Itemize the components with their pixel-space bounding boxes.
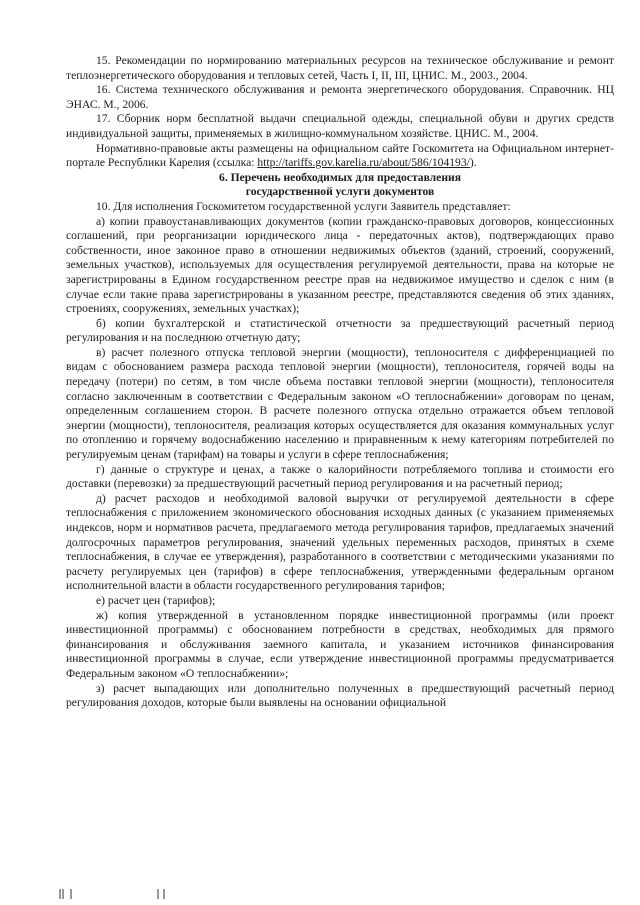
item-b: б) копии бухгалтерской и статистической отчетности за предшествующий расчетный период регулирования и на последнюю отчетную дату; — [66, 316, 614, 345]
item-v: в) расчет полезного отпуска тепловой энергии (мощности), теплоносителя с дифференциацией по видам с обоснованием размера расхода тепловой энергии (мощности), теплоносителя, горячей воды на передачу (потери) по сетям, в том числе объема поставки тепловой энергии (мощности), теплоносителя согласно заключенным в соответствии с Федеральным законом «О теплоснабжении» договорам по ценам, определенным соглашением сторон. В расчете полезного отпуска отдельно отражается объем тепловой энергии (мощности), теплоносителя, реализация которых осуществляется для оказания коммунальных услуг по отоплению и горячему водоснабжению населению и приравненным к нему категориям потребителей по регулируемым ценам (тарифам) на товары и услуги в сфере теплоснабжения; — [66, 345, 614, 462]
document-body — [66, 54, 614, 711]
reference-16: 16. Система технического обслуживания и ремонта энергетического оборудования. Справочник. НЦ ЭНАС. М., 2006. — [66, 83, 614, 111]
item-z: з) расчет выпадающих или дополнительно полученных в предшествующий расчетный период регулирования доходов, которые были выявлены на основании официальной — [66, 681, 614, 710]
item-e: е) расчет цен (тарифов); — [96, 593, 216, 607]
tariffs-link[interactable]: http://tariffs.gov.karelia.ru/about/586/104193/ — [257, 156, 470, 170]
section-title-line-2: государственной услуги документов — [245, 185, 435, 199]
legal-acts-note — [66, 142, 614, 171]
item-d: д) расчет расходов и необходимой валовой выручки от регулируемой деятельности в сфере теплоснабжения с приложением экономического обоснования исходных данных (с указанием применяемых индексов, норм и нормативов расчета, предлагаемого метода регулирования тарифов, предлагаемых значений долгосрочных параметров регулирования, значений удельных переменных расходов, принятых в схеме теплоснабжения, в случае ее утверждения), разработанного в соответствии с методическими указаниями по расчету регулируемых цен (тарифов) в сфере теплоснабжения, утвержденными федеральным органом исполнительной власти в области государственного регулирования тарифов; — [66, 491, 614, 593]
reference-17: 17. Сборник норм бесплатной выдачи специальной одежды, специальной обуви и других средств индивидуальной защиты, применяемых в жилищно-коммунальном хозяйстве. ЦНИС. М., 2004. — [66, 112, 614, 140]
section-title-line-1: 6. Перечень необходимых для предоставления — [219, 170, 461, 184]
item-g: г) данные о структуре и ценах, а также о калорийности потребляемого топлива и стоимости его доставки (перевозки) за предшествующий расчетный период регулирования и на расчетный период; — [66, 462, 614, 491]
item-a: а) копии правоустанавливающих документов (копии гражданско-правовых договоров, концессионных соглашений, при реорганизации юридического лица - передаточных актов), подтверждающих право собственности, иное законное право в отношении недвижимых объектов (зданий, строений, сооружений, земельных участков), используемых для осуществления регулируемой деятельности, права на которые не зарегистрированы в Едином государственном реестре прав на недвижимое имущество и сделок с ним (в случае если такие права зарегистрированы в указанном реестре, представляются сведения об этих зданиях, строениях, сооружениях, земельных участках); — [66, 214, 614, 316]
legal-acts-text: Нормативно-правовые акты размещены на официальном сайте Госкомитета на Официальном интернет-портале Республики Карелия (ссылка: — [66, 141, 614, 170]
legal-acts-tail: ). — [469, 156, 477, 170]
item-zh: ж) копия утвержденной в установленном порядке инвестиционной программы (или проект инвестиционной программы) с обоснованием потребности в средствах, необходимых для прямого финансирования и обслуживания заемного капитала, и указанием источников финансирования инвестиционной программы в случае, если утверждение инвестиционной программы предусматривается Федеральным законом «О теплоснабжении»; — [66, 608, 614, 680]
paragraph-10: 10. Для исполнения Госкомитетом государственной услуги Заявитель представляет: — [96, 199, 511, 213]
reference-15: 15. Рекомендации по нормированию материальных ресурсов на техническое обслуживание и ремонт теплоэнергетического оборудования и тепловых сетей, Часть I, II, III, ЦНИС. М., 2003., 2004. — [66, 54, 614, 82]
